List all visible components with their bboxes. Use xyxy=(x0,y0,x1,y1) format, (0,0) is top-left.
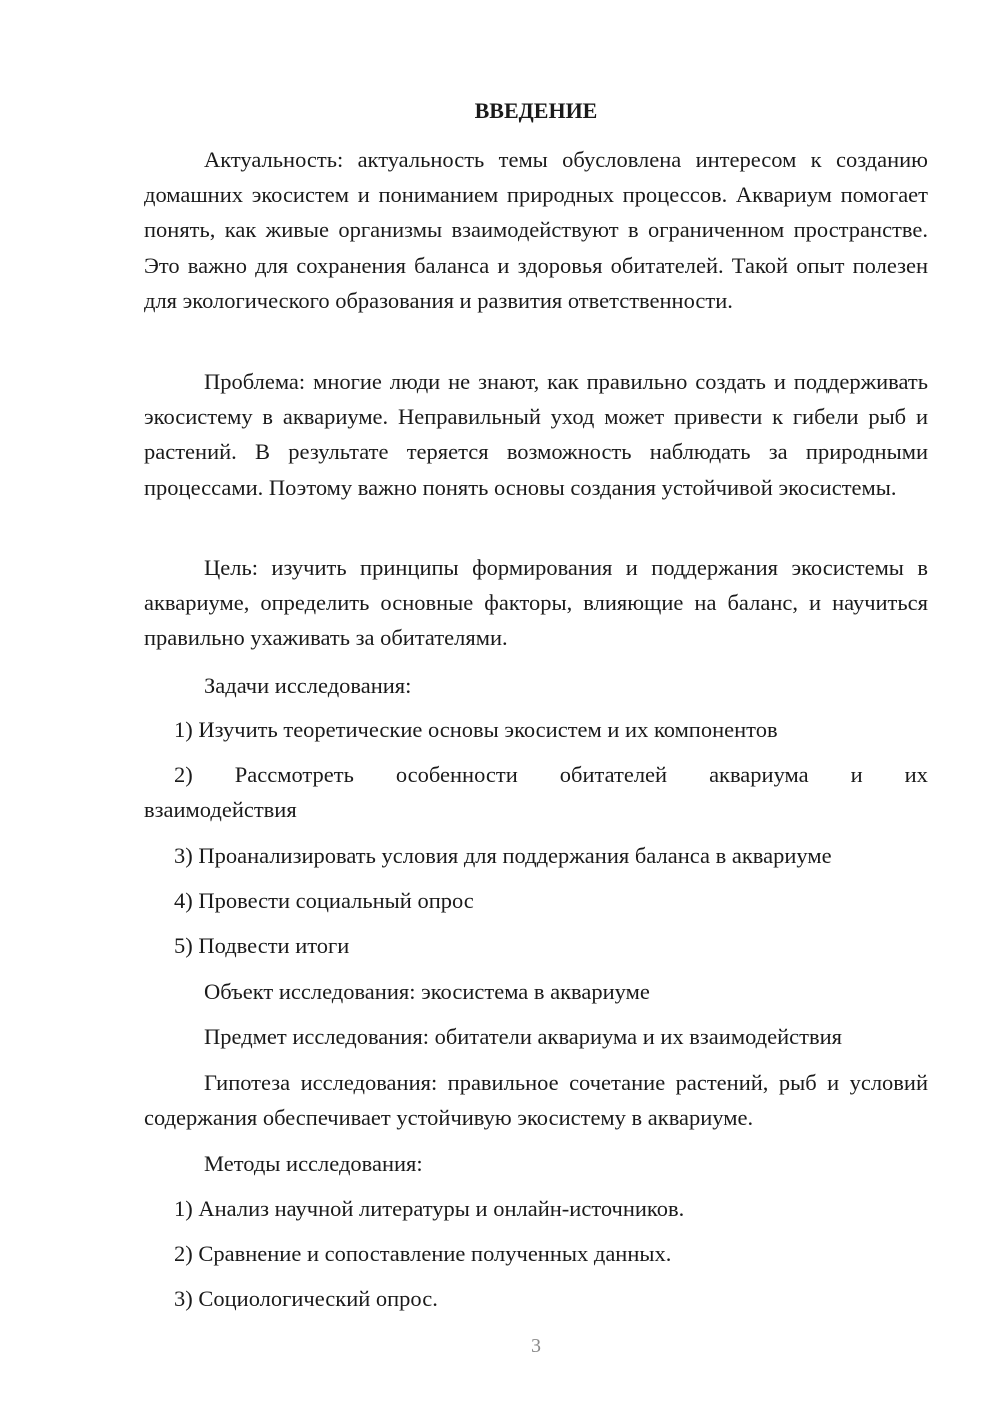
task-item-2-first-line xyxy=(144,757,928,792)
methods-heading: Методы исследования: xyxy=(204,1151,423,1176)
paragraph-hypothesis: Гипотеза исследования: правильное сочетание растений, рыб и условий содержания обеспечивает устойчивую экосистему в аквариуме. xyxy=(144,1070,928,1131)
task-item-5: 5) Подвести итоги xyxy=(174,933,350,958)
page-number: 3 xyxy=(531,1335,541,1357)
task-item-2-word: обитателей xyxy=(559,762,668,787)
task-item-2-word: и xyxy=(850,762,863,787)
task-item-2-second-line: взаимодействия xyxy=(144,797,297,823)
task-item-1: 1) Изучить теоретические основы экосистем и их компонентов xyxy=(174,717,778,742)
task-item-4: 4) Провести социальный опрос xyxy=(174,888,474,913)
paragraph-actuality: Актуальность: актуальность темы обусловлена интересом к созданию домашних экосистем и пониманием природных процессов. Аквариум помогает понять, как живые организмы взаимодействуют в ограниченном пространстве. Это важно для сохранения баланса и здоровья обитателей. Такой опыт полезен для экологического образования и развития ответственности. xyxy=(144,147,928,313)
paragraph-problem: Проблема: многие люди не знают, как правильно создать и поддерживать экосистему в аквариуме. Неправильный уход может привести к гибели рыб и растений. В результате теряется возможность наблюдать за природными процессами. Поэтому важно понять основы создания устойчивой экосистемы. xyxy=(144,369,928,500)
method-item-2: 2) Сравнение и сопоставление полученных данных. xyxy=(174,1241,672,1266)
method-item-1: 1) Анализ научной литературы и онлайн-источников. xyxy=(174,1196,685,1221)
task-item-2 xyxy=(144,757,928,827)
task-item-3: 3) Проанализировать условия для поддержания баланса в аквариуме xyxy=(174,843,832,868)
tasks-heading: Задачи исследования: xyxy=(204,673,412,698)
page-title: ВВЕДЕНИЕ xyxy=(474,98,598,123)
task-item-2-word: особенности xyxy=(395,762,518,787)
task-item-2-word: 2) xyxy=(174,762,193,787)
task-item-2-word: их xyxy=(904,762,928,787)
method-item-3: 3) Социологический опрос. xyxy=(174,1286,438,1311)
task-item-2-word: аквариума xyxy=(709,762,809,787)
paragraph-object: Объект исследования: экосистема в аквариуме xyxy=(204,979,650,1004)
task-item-2-word: Рассмотреть xyxy=(234,762,354,787)
paragraph-goal: Цель: изучить принципы формирования и поддержания экосистемы в аквариуме, определить основные факторы, влияющие на баланс, и научиться правильно ухаживать за обитателями. xyxy=(144,555,928,651)
paragraph-subject: Предмет исследования: обитатели аквариума и их взаимодействия xyxy=(204,1024,842,1049)
